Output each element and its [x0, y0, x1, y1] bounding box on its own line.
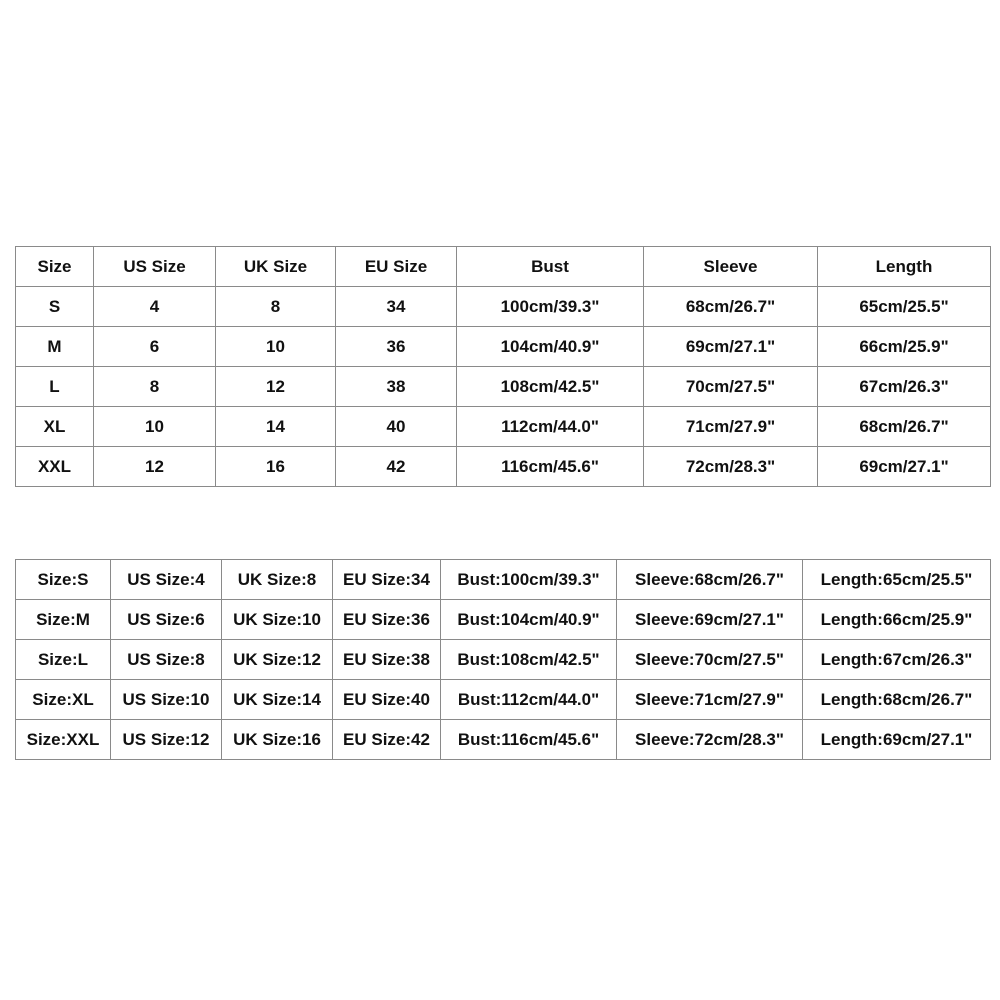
- table-cell: 70cm/27.5": [644, 367, 818, 407]
- table-cell: 8: [94, 367, 216, 407]
- table-cell: 65cm/25.5": [818, 287, 991, 327]
- table-row: [16, 560, 991, 600]
- table-cell: Sleeve:70cm/27.5": [617, 640, 803, 680]
- table-cell: 104cm/40.9": [457, 327, 644, 367]
- table-cell: Bust:104cm/40.9": [441, 600, 617, 640]
- table-cell: 34: [336, 287, 457, 327]
- table-cell: 10: [216, 327, 336, 367]
- table-cell: 16: [216, 447, 336, 487]
- table-cell: Bust:112cm/44.0": [441, 680, 617, 720]
- table-cell: EU Size:38: [333, 640, 441, 680]
- table-row: [16, 407, 991, 447]
- table-cell: 10: [94, 407, 216, 447]
- table-cell: 67cm/26.3": [818, 367, 991, 407]
- table-cell: 40: [336, 407, 457, 447]
- table-cell: Sleeve:71cm/27.9": [617, 680, 803, 720]
- table-row: [16, 327, 991, 367]
- table-cell: UK Size:10: [222, 600, 333, 640]
- table-cell: Length:66cm/25.9": [803, 600, 991, 640]
- table-cell: 71cm/27.9": [644, 407, 818, 447]
- table-cell: EU Size:36: [333, 600, 441, 640]
- table-cell: L: [16, 367, 94, 407]
- table-cell: XXL: [16, 447, 94, 487]
- size-chart-inline-body: [16, 560, 991, 760]
- table-row: [16, 287, 991, 327]
- header-cell: UK Size: [216, 247, 336, 287]
- table-row: [16, 600, 991, 640]
- table-cell: UK Size:16: [222, 720, 333, 760]
- table-cell: UK Size:8: [222, 560, 333, 600]
- table-cell: 72cm/28.3": [644, 447, 818, 487]
- table-cell: EU Size:42: [333, 720, 441, 760]
- table-cell: 6: [94, 327, 216, 367]
- table-cell: Sleeve:68cm/26.7": [617, 560, 803, 600]
- table-cell: 36: [336, 327, 457, 367]
- table-cell: 66cm/25.9": [818, 327, 991, 367]
- table-cell: US Size:8: [111, 640, 222, 680]
- table-cell: S: [16, 287, 94, 327]
- size-chart-body: [16, 247, 991, 487]
- table-row: [16, 720, 991, 760]
- table-cell: 68cm/26.7": [644, 287, 818, 327]
- table-cell: 112cm/44.0": [457, 407, 644, 447]
- table-cell: Length:69cm/27.1": [803, 720, 991, 760]
- table-cell: Length:65cm/25.5": [803, 560, 991, 600]
- table-row: [16, 447, 991, 487]
- table-cell: UK Size:12: [222, 640, 333, 680]
- header-cell: Sleeve: [644, 247, 818, 287]
- table-cell: Bust:116cm/45.6": [441, 720, 617, 760]
- table-cell: Length:68cm/26.7": [803, 680, 991, 720]
- table-row: [16, 367, 991, 407]
- table-cell: Size:L: [16, 640, 111, 680]
- table-cell: EU Size:40: [333, 680, 441, 720]
- table-cell: Size:XL: [16, 680, 111, 720]
- table-cell: 12: [94, 447, 216, 487]
- table-cell: 116cm/45.6": [457, 447, 644, 487]
- table-cell: M: [16, 327, 94, 367]
- table-cell: Size:S: [16, 560, 111, 600]
- size-chart-table: [15, 246, 991, 487]
- table-cell: Size:XXL: [16, 720, 111, 760]
- header-cell: Bust: [457, 247, 644, 287]
- header-cell: Size: [16, 247, 94, 287]
- size-chart-inline-table: [15, 559, 991, 760]
- table-cell: 108cm/42.5": [457, 367, 644, 407]
- table-cell: 38: [336, 367, 457, 407]
- table-cell: 8: [216, 287, 336, 327]
- table-cell: US Size:4: [111, 560, 222, 600]
- table-cell: 100cm/39.3": [457, 287, 644, 327]
- table-cell: EU Size:34: [333, 560, 441, 600]
- table-cell: Bust:108cm/42.5": [441, 640, 617, 680]
- table-cell: 4: [94, 287, 216, 327]
- table-cell: US Size:12: [111, 720, 222, 760]
- table-cell: US Size:10: [111, 680, 222, 720]
- table-cell: 12: [216, 367, 336, 407]
- header-row: [16, 247, 991, 287]
- table-cell: Length:67cm/26.3": [803, 640, 991, 680]
- header-cell: US Size: [94, 247, 216, 287]
- table-cell: 69cm/27.1": [818, 447, 991, 487]
- table-cell: 68cm/26.7": [818, 407, 991, 447]
- table-cell: 14: [216, 407, 336, 447]
- header-cell: EU Size: [336, 247, 457, 287]
- table-cell: 42: [336, 447, 457, 487]
- table-cell: UK Size:14: [222, 680, 333, 720]
- table-cell: US Size:6: [111, 600, 222, 640]
- table-cell: 69cm/27.1": [644, 327, 818, 367]
- table-cell: Sleeve:72cm/28.3": [617, 720, 803, 760]
- table-row: [16, 680, 991, 720]
- header-cell: Length: [818, 247, 991, 287]
- table-cell: Bust:100cm/39.3": [441, 560, 617, 600]
- table-cell: Sleeve:69cm/27.1": [617, 600, 803, 640]
- table-cell: Size:M: [16, 600, 111, 640]
- table-cell: XL: [16, 407, 94, 447]
- table-row: [16, 640, 991, 680]
